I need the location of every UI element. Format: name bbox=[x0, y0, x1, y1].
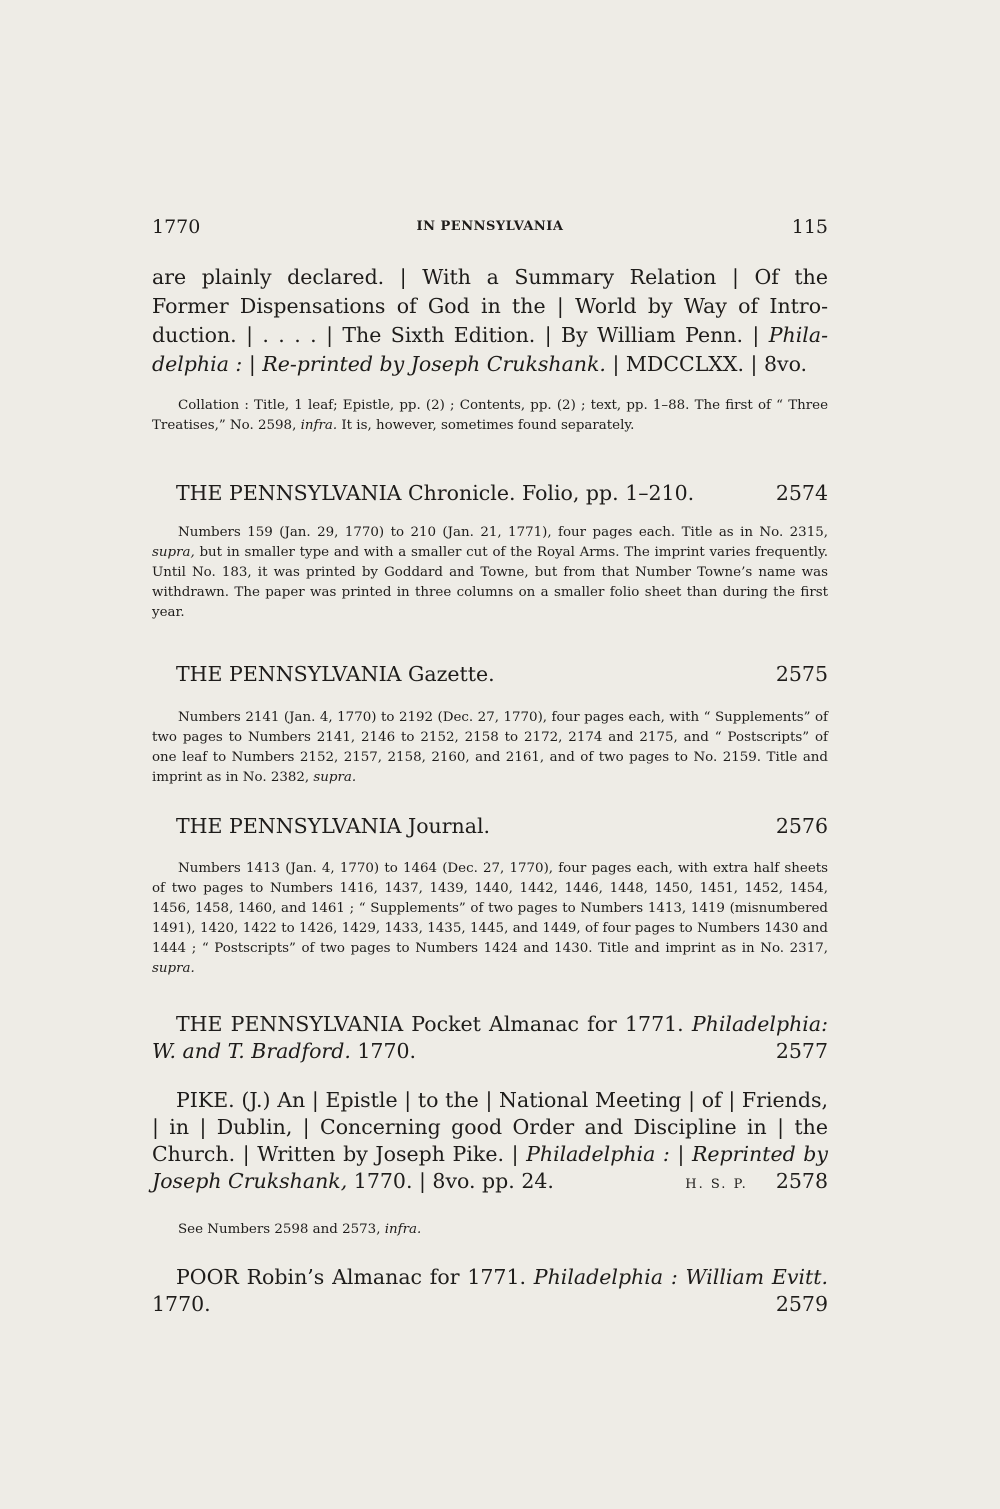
entry-note-2578: See Numbers 2598 and 2573, infra. bbox=[178, 1222, 422, 1237]
location-mark: H. S. P. bbox=[685, 1177, 748, 1192]
collation-note: Collation : Title, 1 leaf; Epistle, pp. (2) ; Contents, pp. (2) ; text, pp. 1–88. The first of “ Three Treatises,” No. 2598, infra. It is, however, sometimes found separately. bbox=[152, 398, 828, 433]
entry-number: 2576 bbox=[775, 814, 828, 838]
running-head bbox=[152, 216, 828, 240]
entry-heading-2575 bbox=[176, 660, 828, 689]
entry-number: 2579 bbox=[775, 1292, 828, 1316]
entry-number: 2577 bbox=[775, 1039, 828, 1063]
running-head-year: 1770 bbox=[152, 216, 201, 238]
entry-note-2576: Numbers 1413 (Jan. 4, 1770) to 1464 (Dec. 27, 1770), four pages each, with extra half sheets of two pages to Numbers 1416, 1437, 1439, 1440, 1442, 1446, 1448, 1450, 1451, 1452, 1454, 1456, 1458, 1460, and 1461 ; “ Supplements” of two pages to Numbers 1413, 1419 (misnumbered 1491), 1420, 1422 to 1426, 1429, 1433, 1435, 1445, and 1449, of four pages to Numbers 1430 and 1444 ; “ Postscripts” of two pages to Numbers 1424 and 1430. Title and imprint as in No. 2317, supra. bbox=[152, 861, 828, 976]
entry-2578: PIKE. (J.) An | Epistle | to the | National Meeting | of | Friends, | in | Dublin, | Concerning good Order and Discipline in | the Church. | Written by Joseph Pike. | Philadelphia : | Reprinted by Joseph Crukshank, 1770. | 8vo. pp. 24. H. S. P. 2578 bbox=[152, 1087, 828, 1198]
continued-entry-text bbox=[152, 263, 828, 379]
text-line: delphia : | Re-printed by Joseph Crukshank. | MDCCLXX. | 8vo. bbox=[152, 352, 808, 376]
entry-note-2574: Numbers 159 (Jan. 29, 1770) to 210 (Jan. 21, 1771), four pages each. Title as in No. 2315, supra, but in smaller type and with a smaller cut of the Royal Arms. The imprint varies frequently. Until No. 183, it was printed by Goddard and Towne, but from that Number Towne’s name was withdrawn. The paper was printed in three columns on a smaller folio sheet than during the first year. bbox=[152, 525, 828, 620]
text-line: are plainly declared. | With a Summary Relation | Of the bbox=[152, 265, 828, 289]
text-line: duction. | . . . . | The Sixth Edition. | By William Penn. | Phila- bbox=[152, 323, 828, 347]
entry-heading-2576 bbox=[176, 812, 828, 841]
text-line: Former Dispensations of God in the | World by Way of Intro- bbox=[152, 294, 828, 318]
entry-2577: THE PENNSYLVANIA Pocket Almanac for 1771. Philadelphia: W. and T. Bradford. 1770. 2577 bbox=[152, 1012, 828, 1063]
entry-note-2575: Numbers 2141 (Jan. 4, 1770) to 2192 (Dec. 27, 1770), four pages each, with “ Supplements” of two pages to Numbers 2141, 2146 to 2152, 2158 to 2172, 2174 and 2175, and “ Postscripts” of one leaf to Numbers 2152, 2157, 2158, 2160, and 2161, and of two pages to No. 2159. Title and imprint as in No. 2382, supra. bbox=[152, 710, 828, 785]
page-number: 115 bbox=[791, 216, 828, 238]
entry-title: THE PENNSYLVANIA Journal. bbox=[176, 814, 491, 838]
entry-2579: POOR Robin’s Almanac for 1771. Philadelphia : William Evitt. 1770. 2579 bbox=[152, 1265, 828, 1316]
entry-number: 2575 bbox=[775, 662, 828, 686]
running-head-title: IN PENNSYLVANIA bbox=[416, 219, 564, 234]
entry-number: 2574 bbox=[775, 481, 828, 505]
entry-number: H. S. P. 2578 bbox=[685, 1169, 828, 1193]
entry-title: THE PENNSYLVANIA Gazette. bbox=[176, 662, 495, 686]
entry-heading-2574 bbox=[176, 479, 828, 508]
entry-title: THE PENNSYLVANIA Chronicle. Folio, pp. 1–210. bbox=[176, 481, 695, 505]
